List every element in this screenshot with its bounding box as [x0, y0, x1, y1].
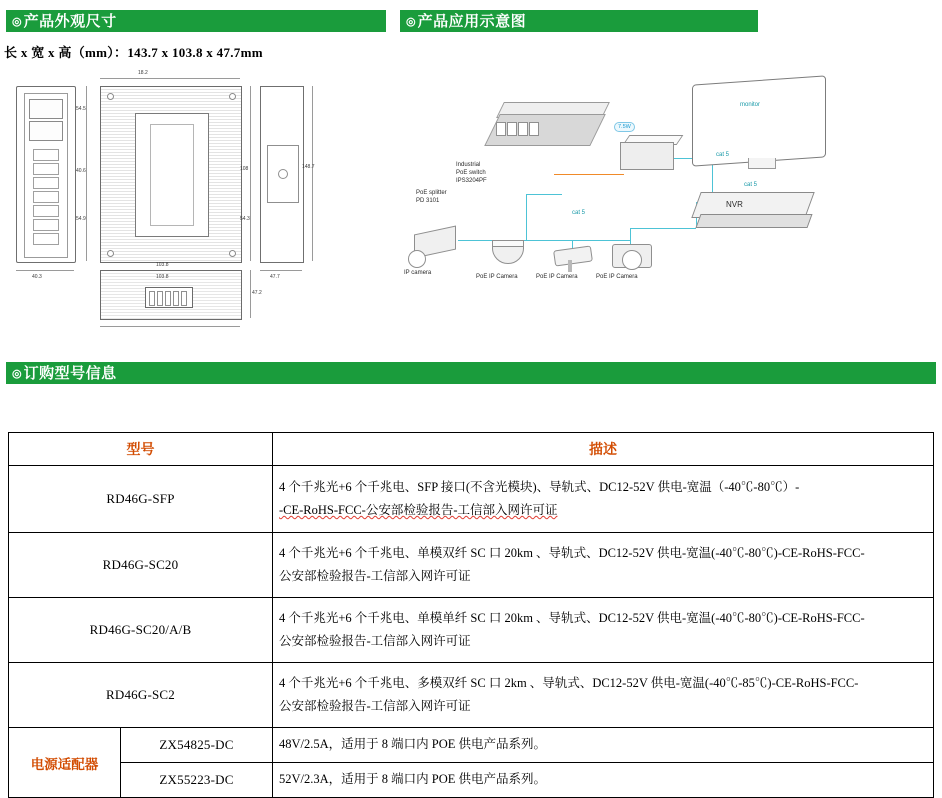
drawing-main-view	[100, 86, 242, 263]
drawing-terminal-pin	[181, 291, 187, 306]
label-ips3204pf: IPS3204PF	[456, 178, 487, 184]
table-header-model: 型号	[9, 433, 273, 466]
switch-port	[496, 122, 506, 136]
drawing-terminal-pin	[173, 291, 179, 306]
description-line: -CE-RoHS-FCC-公安部检验报告-工信部入网许可证	[279, 503, 558, 517]
description-cell	[273, 598, 934, 663]
drawing-terminal-pin	[157, 291, 163, 306]
wire-cat5	[630, 228, 631, 244]
order-info-table	[8, 432, 934, 798]
dimension-line	[260, 270, 302, 271]
description-line: 4 个千兆光+6 个千兆电、SFP 接口(不含光模块)、导轨式、DC12-52V 供电-宽温（-40℃-80℃）-	[279, 479, 800, 494]
table-header-description: 描述	[273, 433, 934, 466]
drawing-right-circle	[278, 169, 288, 179]
dome-camera-body	[492, 246, 524, 264]
drawing-slot	[33, 191, 59, 203]
dim-label-54-9: 54.9	[76, 216, 86, 222]
dimension-line	[250, 86, 251, 261]
drawing-terminal-block	[145, 287, 193, 308]
section-header-dimensions	[6, 10, 386, 32]
dimension-line	[86, 86, 87, 261]
description-cell	[273, 533, 934, 598]
table-header-row	[9, 433, 934, 466]
model-cell: ZX54825-DC	[121, 728, 273, 763]
label-cat5-3: cat 5	[744, 182, 758, 188]
dimension-text: 长 x 宽 x 高（mm）：143.7 x 103.8 x 47.7mm	[4, 45, 263, 60]
table-row	[9, 533, 934, 598]
box-camera-lens	[622, 250, 642, 270]
ip-camera-lens	[408, 250, 426, 268]
dimension-line	[16, 270, 74, 271]
drawing-slot	[33, 163, 59, 175]
switch-port	[529, 122, 539, 136]
label-poe-ip-camera-3: PoE IP Camera	[596, 274, 638, 280]
application-diagram	[396, 62, 936, 330]
dimension-line	[100, 326, 240, 327]
label-cat5-2: cat 5	[572, 210, 586, 216]
table-row	[9, 728, 934, 763]
dim-label-18-2: 18.2	[138, 70, 148, 76]
description-line: 4 个千兆光+6 个千兆电、单模单纤 SC 口 20km 、导轨式、DC12-52V 供电-宽温(-40℃-80℃)-CE-RoHS-FCC-	[279, 610, 865, 625]
label-poe-switch: PoE switch	[456, 170, 486, 176]
dim-label-148-7: 148.7	[302, 164, 315, 170]
table-row	[9, 598, 934, 663]
poe-power-badge: 7.5W	[614, 122, 635, 132]
dim-label-40-6: 40.6	[76, 168, 86, 174]
wire-orange	[554, 174, 624, 175]
section-bullet-icon: ◎	[12, 15, 22, 28]
dimension-line	[312, 86, 313, 261]
label-poe-ip-camera-2: PoE IP Camera	[536, 274, 578, 280]
model-cell: RD46G-SC20/A/B	[9, 598, 273, 663]
drawing-bottom-view	[100, 270, 242, 320]
section-bullet-icon: ◎	[406, 15, 416, 28]
drawing-terminal-pin	[149, 291, 155, 306]
adapter-group-label: 电源适配器	[9, 728, 121, 798]
table-row	[9, 763, 934, 798]
dim-label-54-3: 54.3	[240, 216, 250, 222]
model-cell: RD46G-SFP	[9, 466, 273, 533]
dim-label-47-7: 47.7	[270, 274, 280, 280]
section-header-application	[400, 10, 758, 32]
drawing-screw	[229, 250, 236, 257]
label-poe-ip-camera-1: PoE IP Camera	[476, 274, 518, 280]
drawing-slot	[33, 149, 59, 161]
table-row	[9, 663, 934, 728]
wire-cat5	[572, 240, 630, 241]
drawing-core	[135, 113, 209, 237]
drawing-port	[29, 99, 63, 119]
wire-cat5	[526, 194, 562, 195]
bullet-camera-body	[553, 245, 593, 266]
monitor-stand	[748, 158, 776, 169]
label-cat5-1: cat 5	[716, 152, 730, 158]
dim-label-108: 108	[240, 166, 249, 172]
section-header-order-label: 订购型号信息	[23, 365, 117, 382]
drawing-slot	[33, 177, 59, 189]
drawing-front-view	[16, 86, 76, 263]
monitor-screen	[692, 75, 826, 166]
bullet-camera-mount	[568, 260, 572, 272]
description-line: 4 个千兆光+6 个千兆电、多模双纤 SC 口 2km 、导轨式、DC12-52V 供电-宽温(-40℃-85℃)-CE-RoHS-FCC-	[279, 675, 859, 690]
description-cell: 48V/2.5A，适用于 8 端口内 POE 供电产品系列。	[273, 728, 934, 763]
drawing-core-inner	[150, 124, 194, 226]
section-header-application-label: 产品应用示意图	[417, 13, 527, 30]
dim-label-103-8-bottom: 103.8	[156, 262, 169, 268]
label-industrial: Industrial	[456, 162, 481, 168]
dimension-line	[250, 270, 251, 318]
drawing-screw	[107, 250, 114, 257]
label-nvr: NVR	[726, 200, 743, 209]
description-line: 4 个千兆光+6 个千兆电、单模双纤 SC 口 20km 、导轨式、DC12-52V 供电-宽温(-40℃-80℃)-CE-RoHS-FCC-	[279, 545, 865, 560]
drawing-right-view	[260, 86, 304, 263]
description-line: 公安部检验报告-工信部入网许可证	[279, 634, 471, 648]
label-ip-camera: IP camera	[404, 270, 432, 276]
wire-cat5	[526, 194, 527, 240]
dimension-line	[100, 78, 240, 79]
label-pd3101: PD 3101	[416, 198, 440, 204]
section-header-order	[6, 362, 936, 384]
section-header-dimensions-label: 产品外观尺寸	[23, 13, 117, 30]
drawing-slot	[33, 205, 59, 217]
description-cell	[273, 466, 934, 533]
label-poe-splitter: PoE splitter	[416, 190, 447, 196]
dim-label-103-8: 103.8	[156, 274, 169, 280]
drawing-port	[29, 121, 63, 141]
description-line: 公安部检验报告-工信部入网许可证	[279, 699, 471, 713]
dim-label-40-3: 40.3	[32, 274, 42, 280]
drawing-screw	[107, 93, 114, 100]
section-bullet-icon: ◎	[12, 367, 22, 380]
model-cell: ZX55223-DC	[121, 763, 273, 798]
drawing-terminal-pin	[165, 291, 171, 306]
switch-port	[507, 122, 517, 136]
description-cell: 52V/2.3A，适用于 8 端口内 POE 供电产品系列。	[273, 763, 934, 798]
model-cell: RD46G-SC2	[9, 663, 273, 728]
wire-cat5	[630, 228, 696, 229]
poe-splitter-body	[620, 142, 674, 170]
nvr-face	[695, 214, 812, 228]
mechanical-drawing	[8, 66, 386, 324]
description-cell	[273, 663, 934, 728]
dim-label-47-2: 47.2	[252, 290, 262, 296]
dim-label-54-5: 54.5	[76, 106, 86, 112]
description-line: 公安部检验报告-工信部入网许可证	[279, 569, 471, 583]
drawing-slot	[33, 219, 59, 231]
wire-cat5	[526, 240, 572, 241]
switch-port	[518, 122, 528, 136]
drawing-screw	[229, 93, 236, 100]
label-monitor: monitor	[740, 102, 761, 108]
drawing-slot	[33, 233, 59, 245]
table-row	[9, 466, 934, 533]
model-cell: RD46G-SC20	[9, 533, 273, 598]
poe-switch-ports	[496, 122, 556, 136]
